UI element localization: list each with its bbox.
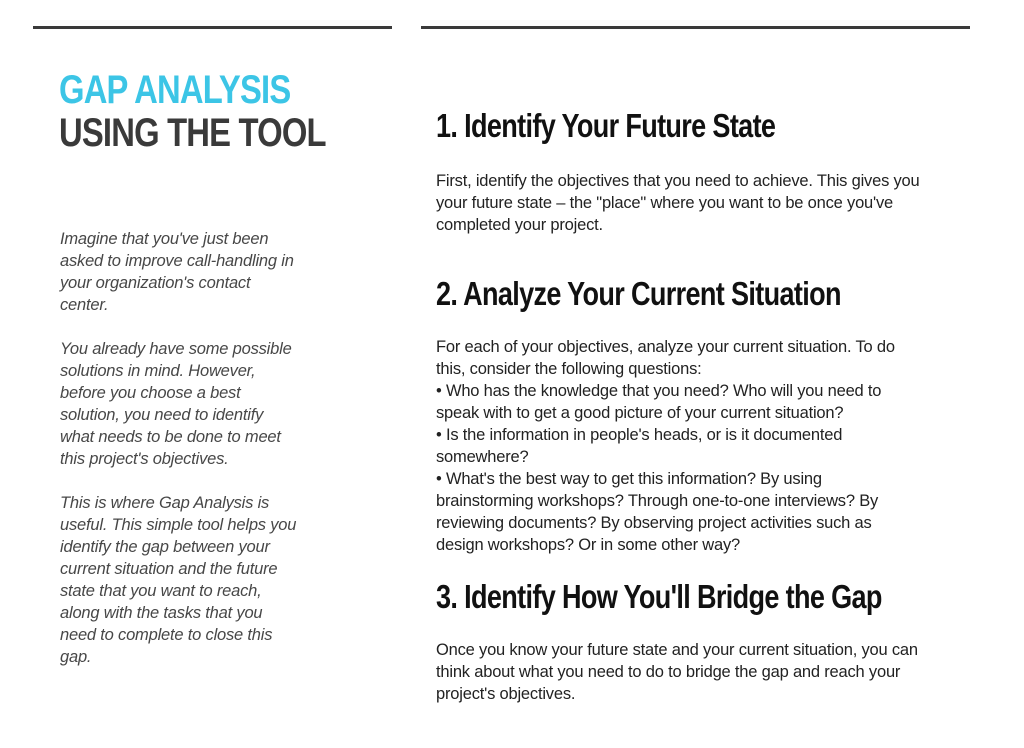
- body-line: reviewing documents? By observing project activities such as: [436, 514, 872, 532]
- bullet-line: • Is the information in people's heads, or is it documented: [436, 426, 843, 444]
- body-line: completed your project.: [436, 216, 603, 234]
- intro-line: before you choose a best: [60, 384, 241, 402]
- section-heading: 1. Identify Your Future State: [436, 107, 776, 144]
- intro-line: what needs to be done to meet: [60, 428, 281, 446]
- body-line: design workshops? Or in some other way?: [436, 536, 741, 554]
- body-line: For each of your objectives, analyze your current situation. To do: [436, 338, 895, 356]
- top-rule-right: [421, 26, 970, 29]
- section-body: [436, 170, 976, 236]
- intro-line: current situation and the future: [60, 560, 278, 578]
- intro-line: You already have some possible: [60, 340, 292, 358]
- intro-paragraph: [60, 338, 322, 470]
- body-line: your future state – the "place" where you want to be once you've: [436, 194, 894, 212]
- intro-line: useful. This simple tool helps you: [60, 516, 297, 534]
- intro-line: state that you want to reach,: [60, 582, 262, 600]
- intro-line: asked to improve call-handling in: [60, 252, 294, 270]
- intro-paragraph: [60, 228, 322, 316]
- body-line: brainstorming workshops? Through one-to-one interviews? By: [436, 492, 879, 510]
- intro-line: along with the tasks that you: [60, 604, 263, 622]
- intro-text: [60, 228, 322, 690]
- body-line: think about what you need to do to bridge the gap and reach your: [436, 663, 901, 681]
- title-using-the-tool: USING THE TOOL: [59, 111, 326, 155]
- intro-line: solution, you need to identify: [60, 406, 264, 424]
- section-heading: 3. Identify How You'll Bridge the Gap: [436, 578, 882, 615]
- section-body: [436, 336, 976, 556]
- bullet-line: • Who has the knowledge that you need? Who will you need to: [436, 382, 882, 400]
- section-current-situation: [436, 276, 976, 556]
- title-gap-analysis: GAP ANALYSIS: [59, 68, 291, 112]
- section-bridge-gap: [436, 579, 976, 705]
- intro-line: solutions in mind. However,: [60, 362, 256, 380]
- intro-line: Imagine that you've just been: [60, 230, 269, 248]
- intro-line: gap.: [60, 648, 92, 666]
- intro-line: center.: [60, 296, 109, 314]
- section-future-state: [436, 108, 976, 236]
- intro-line: this project's objectives.: [60, 450, 229, 468]
- section-body: [436, 639, 976, 705]
- intro-paragraph: [60, 492, 322, 668]
- body-line: First, identify the objectives that you need to achieve. This gives you: [436, 172, 920, 190]
- body-line: Once you know your future state and your current situation, you can: [436, 641, 918, 659]
- bullet-line: • What's the best way to get this information? By using: [436, 470, 822, 488]
- intro-line: your organization's contact: [60, 274, 251, 292]
- body-line: speak with to get a good picture of your current situation?: [436, 404, 844, 422]
- intro-line: need to complete to close this: [60, 626, 273, 644]
- intro-line: This is where Gap Analysis is: [60, 494, 270, 512]
- intro-line: identify the gap between your: [60, 538, 270, 556]
- body-line: project's objectives.: [436, 685, 576, 703]
- body-line: somewhere?: [436, 448, 529, 466]
- section-heading: 2. Analyze Your Current Situation: [436, 275, 841, 312]
- body-line: this, consider the following questions:: [436, 360, 702, 378]
- top-rule-left: [33, 26, 392, 29]
